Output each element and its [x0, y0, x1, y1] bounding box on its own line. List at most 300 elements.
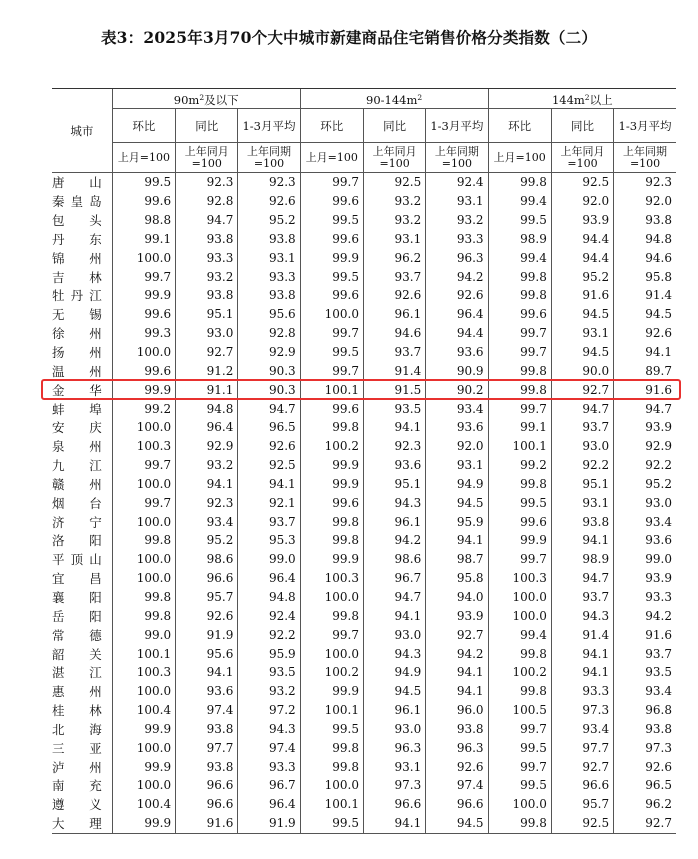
sub-header-row: [52, 109, 676, 143]
highlight-box: [41, 379, 681, 400]
value-cell: 92.6: [614, 757, 676, 776]
value-cell: 100.0: [112, 343, 175, 362]
value-cell: 99.9: [300, 475, 363, 494]
value-cell: 94.5: [426, 814, 488, 833]
value-cell: 97.3: [363, 776, 425, 795]
value-cell: 100.3: [488, 569, 551, 588]
value-cell: 100.4: [112, 701, 175, 720]
value-cell: 92.6: [238, 192, 300, 211]
value-cell: 92.5: [551, 814, 613, 833]
value-cell: 94.2: [426, 644, 488, 663]
value-cell: 99.5: [300, 814, 363, 833]
value-cell: 100.0: [112, 682, 175, 701]
value-cell: 93.0: [363, 719, 425, 738]
value-cell: 99.6: [112, 192, 175, 211]
value-cell: 92.6: [614, 324, 676, 343]
value-cell: 93.3: [426, 230, 488, 249]
value-cell: 98.9: [551, 550, 613, 569]
city-cell: 徐州: [52, 326, 102, 342]
value-cell: 92.6: [426, 757, 488, 776]
value-cell: 96.1: [363, 305, 425, 324]
value-cell: 93.1: [426, 192, 488, 211]
sub-header-cell: 同比: [551, 109, 613, 143]
value-cell: 97.7: [551, 738, 613, 757]
city-cell: 韶关: [52, 646, 102, 662]
table-row: [52, 230, 676, 249]
table-row: [52, 701, 676, 720]
value-cell: 90.9: [426, 361, 488, 380]
value-cell: 94.7: [363, 588, 425, 607]
table-row: [52, 663, 676, 682]
table-row: [52, 248, 676, 267]
table-row: [52, 192, 676, 211]
value-cell: 99.4: [488, 248, 551, 267]
table-row: [52, 475, 676, 494]
value-cell: 94.1: [614, 343, 676, 362]
value-cell: 100.0: [112, 569, 175, 588]
table-row: [52, 625, 676, 644]
value-cell: 91.9: [238, 814, 300, 833]
value-cell: 93.5: [363, 399, 425, 418]
page-title: 表3：2025年3月70个大中城市新建商品住宅销售价格分类指数（二）: [100, 28, 598, 47]
value-cell: 100.5: [488, 701, 551, 720]
value-cell: 100.0: [300, 644, 363, 663]
value-cell: 94.2: [426, 267, 488, 286]
value-cell: 93.1: [551, 324, 613, 343]
city-cell: 牡丹江: [52, 288, 102, 304]
city-cell: 三亚: [52, 740, 102, 756]
value-cell: 99.9: [300, 550, 363, 569]
city-cell: 扬州: [52, 345, 102, 361]
value-cell: 94.5: [363, 682, 425, 701]
value-cell: 92.3: [614, 173, 676, 192]
value-cell: 99.5: [300, 343, 363, 362]
city-column-header: 城市: [52, 89, 112, 173]
value-cell: 100.4: [112, 795, 175, 814]
value-cell: 93.3: [176, 248, 238, 267]
value-cell: 95.2: [551, 267, 613, 286]
value-cell: 100.1: [488, 437, 551, 456]
value-cell: 96.3: [426, 738, 488, 757]
table-row: [52, 456, 676, 475]
value-cell: 93.3: [238, 757, 300, 776]
city-cell: 九江: [52, 458, 102, 474]
group-header-large: $144m^2$以上: [488, 89, 676, 109]
value-cell: 99.6: [112, 361, 175, 380]
value-cell: 94.8: [614, 230, 676, 249]
value-cell: 99.9: [300, 456, 363, 475]
value-cell: 96.0: [426, 701, 488, 720]
value-cell: 99.9: [112, 757, 175, 776]
value-cell: 90.3: [238, 361, 300, 380]
value-cell: 100.0: [300, 588, 363, 607]
value-cell: 93.1: [363, 230, 425, 249]
value-cell: 100.0: [112, 475, 175, 494]
city-cell: 洛阳: [52, 533, 102, 549]
value-cell: 93.5: [614, 663, 676, 682]
value-cell: 96.4: [176, 418, 238, 437]
table-row: [52, 550, 676, 569]
city-cell: 锦州: [52, 250, 102, 266]
value-cell: 97.3: [551, 701, 613, 720]
value-cell: 99.0: [614, 550, 676, 569]
value-cell: 93.4: [426, 399, 488, 418]
table-row: [52, 267, 676, 286]
city-cell: 北海: [52, 721, 102, 737]
value-cell: 99.8: [488, 380, 551, 399]
value-cell: 95.7: [176, 588, 238, 607]
value-cell: 94.4: [551, 248, 613, 267]
table-row: [52, 173, 676, 192]
value-cell: 93.8: [238, 230, 300, 249]
value-cell: 92.9: [176, 437, 238, 456]
value-cell: 91.6: [176, 814, 238, 833]
value-cell: 93.8: [176, 719, 238, 738]
value-cell: 93.6: [426, 418, 488, 437]
group-header-medium: $90-144m^2$: [300, 89, 488, 109]
value-cell: 98.6: [363, 550, 425, 569]
value-cell: 98.9: [488, 230, 551, 249]
value-cell: 93.0: [363, 625, 425, 644]
value-cell: 100.1: [300, 795, 363, 814]
value-cell: 92.3: [238, 173, 300, 192]
city-cell: 包头: [52, 213, 102, 229]
value-cell: 99.9: [300, 682, 363, 701]
value-cell: 95.3: [238, 531, 300, 550]
value-cell: 93.6: [426, 343, 488, 362]
value-cell: 96.7: [363, 569, 425, 588]
value-cell: 99.2: [112, 399, 175, 418]
value-cell: 91.6: [614, 380, 676, 399]
value-cell: 93.2: [363, 192, 425, 211]
value-cell: 96.6: [363, 795, 425, 814]
value-cell: 94.2: [363, 531, 425, 550]
value-cell: 99.3: [112, 324, 175, 343]
value-cell: 99.6: [488, 305, 551, 324]
value-cell: 91.4: [551, 625, 613, 644]
city-cell: 吉林: [52, 269, 102, 285]
table-row: [52, 418, 676, 437]
value-cell: 99.5: [488, 493, 551, 512]
value-cell: 94.6: [363, 324, 425, 343]
group-header-small: $90m^2$及以下: [112, 89, 300, 109]
value-cell: 100.0: [112, 776, 175, 795]
base-header-cell: 上年同月=100: [551, 143, 613, 173]
table-row: [52, 814, 676, 833]
value-cell: 93.1: [363, 757, 425, 776]
value-cell: 96.7: [238, 776, 300, 795]
value-cell: 94.1: [551, 531, 613, 550]
table-row: [52, 588, 676, 607]
value-cell: 93.1: [426, 456, 488, 475]
value-cell: 99.9: [112, 814, 175, 833]
value-cell: 94.2: [614, 606, 676, 625]
value-cell: 93.7: [363, 267, 425, 286]
table-body: [52, 173, 676, 834]
city-cell: 常德: [52, 627, 102, 643]
value-cell: 96.6: [176, 569, 238, 588]
value-cell: 94.6: [614, 248, 676, 267]
table-row: [52, 361, 676, 380]
value-cell: 96.5: [238, 418, 300, 437]
value-cell: 91.4: [614, 286, 676, 305]
value-cell: 99.8: [300, 738, 363, 757]
value-cell: 92.2: [238, 625, 300, 644]
value-cell: 93.2: [238, 682, 300, 701]
value-cell: 91.4: [363, 361, 425, 380]
value-cell: 95.2: [614, 475, 676, 494]
table-row: [52, 569, 676, 588]
value-cell: 96.8: [614, 701, 676, 720]
value-cell: 97.4: [238, 738, 300, 757]
value-cell: 95.9: [426, 512, 488, 531]
value-cell: 93.9: [614, 569, 676, 588]
value-cell: 92.9: [614, 437, 676, 456]
city-cell: 无锡: [52, 307, 102, 323]
value-cell: 99.0: [112, 625, 175, 644]
value-cell: 99.6: [300, 399, 363, 418]
sub-header-cell: 1-3月平均: [426, 109, 488, 143]
value-cell: 99.9: [488, 531, 551, 550]
value-cell: 96.6: [426, 795, 488, 814]
value-cell: 96.6: [176, 795, 238, 814]
value-cell: 95.9: [238, 644, 300, 663]
value-cell: 100.0: [112, 550, 175, 569]
base-header-cell: 上月=100: [300, 143, 363, 173]
table-row: [52, 757, 676, 776]
value-cell: 94.4: [551, 230, 613, 249]
table-row: [52, 211, 676, 230]
value-cell: 92.0: [614, 192, 676, 211]
value-cell: 93.1: [238, 248, 300, 267]
value-cell: 99.8: [300, 757, 363, 776]
value-cell: 100.3: [300, 569, 363, 588]
city-cell: 大理: [52, 814, 112, 833]
value-cell: 94.1: [238, 475, 300, 494]
value-cell: 93.4: [614, 682, 676, 701]
value-cell: 94.7: [614, 399, 676, 418]
value-cell: 93.8: [426, 719, 488, 738]
value-cell: 93.6: [614, 531, 676, 550]
value-cell: 99.7: [488, 757, 551, 776]
value-cell: 94.1: [551, 663, 613, 682]
value-cell: 99.5: [488, 776, 551, 795]
table-row: [52, 606, 676, 625]
city-cell: 金华: [52, 382, 102, 398]
value-cell: 95.7: [551, 795, 613, 814]
value-cell: 94.9: [426, 475, 488, 494]
base-header-cell: 上年同月=100: [176, 143, 238, 173]
city-cell: 蚌埠: [52, 401, 102, 417]
value-cell: 93.2: [176, 267, 238, 286]
value-cell: 99.6: [112, 305, 175, 324]
value-cell: 100.3: [112, 437, 175, 456]
value-cell: 99.6: [488, 512, 551, 531]
value-cell: 94.7: [238, 399, 300, 418]
value-cell: 100.3: [112, 663, 175, 682]
value-cell: 95.1: [363, 475, 425, 494]
value-cell: 93.7: [363, 343, 425, 362]
value-cell: 94.5: [614, 305, 676, 324]
value-cell: 94.1: [426, 531, 488, 550]
value-cell: 100.0: [112, 738, 175, 757]
value-cell: 99.8: [300, 531, 363, 550]
value-cell: 93.9: [551, 211, 613, 230]
value-cell: 94.1: [363, 418, 425, 437]
value-cell: 92.6: [363, 286, 425, 305]
sub-header-cell: 环比: [300, 109, 363, 143]
value-cell: 99.0: [238, 550, 300, 569]
city-cell: 唐山: [52, 175, 102, 191]
value-cell: 93.0: [176, 324, 238, 343]
city-cell: 湛江: [52, 665, 102, 681]
value-cell: 99.8: [112, 531, 175, 550]
value-cell: 95.6: [176, 644, 238, 663]
value-cell: 100.2: [300, 663, 363, 682]
value-cell: 99.9: [112, 719, 175, 738]
value-cell: 94.3: [238, 719, 300, 738]
value-cell: 94.4: [426, 324, 488, 343]
value-cell: 95.6: [238, 305, 300, 324]
value-cell: 99.7: [488, 550, 551, 569]
value-cell: 93.0: [551, 437, 613, 456]
table-row: [52, 343, 676, 362]
value-cell: 100.2: [300, 437, 363, 456]
value-cell: 92.8: [238, 324, 300, 343]
value-cell: 90.2: [426, 380, 488, 399]
city-cell: 襄阳: [52, 589, 102, 605]
value-cell: 99.8: [300, 606, 363, 625]
city-cell: 宜昌: [52, 571, 102, 587]
value-cell: 95.2: [176, 531, 238, 550]
table-row: [52, 286, 676, 305]
value-cell: 99.6: [300, 286, 363, 305]
value-cell: 93.1: [551, 493, 613, 512]
value-cell: 100.0: [488, 795, 551, 814]
value-cell: 96.6: [551, 776, 613, 795]
value-cell: 93.8: [176, 286, 238, 305]
value-cell: 93.6: [176, 682, 238, 701]
value-cell: 94.3: [363, 644, 425, 663]
value-cell: 94.3: [551, 606, 613, 625]
value-cell: 99.8: [488, 361, 551, 380]
value-cell: 96.2: [614, 795, 676, 814]
city-cell: 遵义: [52, 797, 102, 813]
value-cell: 99.7: [488, 719, 551, 738]
value-cell: 92.3: [363, 437, 425, 456]
value-cell: 100.0: [300, 776, 363, 795]
city-cell: 济宁: [52, 514, 102, 530]
value-cell: 90.3: [238, 380, 300, 399]
value-cell: 97.3: [614, 738, 676, 757]
value-cell: 91.1: [176, 380, 238, 399]
price-index-table: [52, 88, 676, 834]
value-cell: 97.4: [176, 701, 238, 720]
value-cell: 99.8: [112, 588, 175, 607]
city-cell: 南充: [52, 778, 102, 794]
value-cell: 99.6: [300, 230, 363, 249]
value-cell: 93.4: [551, 719, 613, 738]
value-cell: 92.7: [426, 625, 488, 644]
table-row: [52, 776, 676, 795]
value-cell: 94.1: [176, 475, 238, 494]
city-cell: 温州: [52, 363, 102, 379]
sub-header-cell: 同比: [176, 109, 238, 143]
value-cell: 98.8: [112, 211, 175, 230]
value-cell: 99.5: [300, 211, 363, 230]
value-cell: 93.5: [238, 663, 300, 682]
city-cell: 秦皇岛: [52, 194, 102, 210]
value-cell: 99.9: [300, 248, 363, 267]
value-cell: 90.0: [551, 361, 613, 380]
value-cell: 99.5: [300, 267, 363, 286]
value-cell: 100.0: [300, 305, 363, 324]
city-cell: 烟台: [52, 495, 102, 511]
value-cell: 100.0: [112, 418, 175, 437]
value-cell: 99.8: [488, 475, 551, 494]
value-cell: 92.6: [176, 606, 238, 625]
value-cell: 96.4: [238, 569, 300, 588]
value-cell: 94.1: [363, 606, 425, 625]
value-cell: 98.7: [426, 550, 488, 569]
value-cell: 94.1: [363, 814, 425, 833]
value-cell: 91.6: [614, 625, 676, 644]
value-cell: 99.6: [300, 493, 363, 512]
value-cell: 94.8: [238, 588, 300, 607]
value-cell: 96.1: [363, 512, 425, 531]
value-cell: 98.6: [176, 550, 238, 569]
value-cell: 93.8: [614, 211, 676, 230]
value-cell: 95.8: [614, 267, 676, 286]
value-cell: 93.4: [614, 512, 676, 531]
city-cell: 丹东: [52, 231, 102, 247]
city-cell: 泉州: [52, 439, 102, 455]
value-cell: 92.3: [176, 493, 238, 512]
table-row: [52, 531, 676, 550]
value-cell: 96.4: [238, 795, 300, 814]
value-cell: 99.7: [112, 493, 175, 512]
base-header-cell: 上年同期=100: [238, 143, 300, 173]
value-cell: 96.3: [363, 738, 425, 757]
value-cell: 93.3: [238, 267, 300, 286]
city-cell: 赣州: [52, 476, 102, 492]
table-row: [52, 719, 676, 738]
value-cell: 99.1: [488, 418, 551, 437]
value-cell: 99.7: [488, 399, 551, 418]
value-cell: 94.7: [551, 399, 613, 418]
table-row: [52, 305, 676, 324]
value-cell: 93.7: [614, 644, 676, 663]
value-cell: 93.9: [426, 606, 488, 625]
value-cell: 94.0: [426, 588, 488, 607]
value-cell: 92.0: [551, 192, 613, 211]
value-cell: 99.2: [488, 456, 551, 475]
value-cell: 99.5: [488, 738, 551, 757]
value-cell: 93.3: [614, 588, 676, 607]
value-cell: 97.7: [176, 738, 238, 757]
value-cell: 92.6: [238, 437, 300, 456]
value-cell: 96.4: [426, 305, 488, 324]
table-row: [52, 493, 676, 512]
value-cell: 99.9: [112, 286, 175, 305]
value-cell: 94.1: [426, 682, 488, 701]
value-cell: 94.1: [551, 644, 613, 663]
value-cell: 99.8: [488, 267, 551, 286]
value-cell: 94.1: [176, 663, 238, 682]
value-cell: 99.8: [112, 606, 175, 625]
value-cell: 99.8: [488, 286, 551, 305]
base-header-cell: 上年同期=100: [426, 143, 488, 173]
